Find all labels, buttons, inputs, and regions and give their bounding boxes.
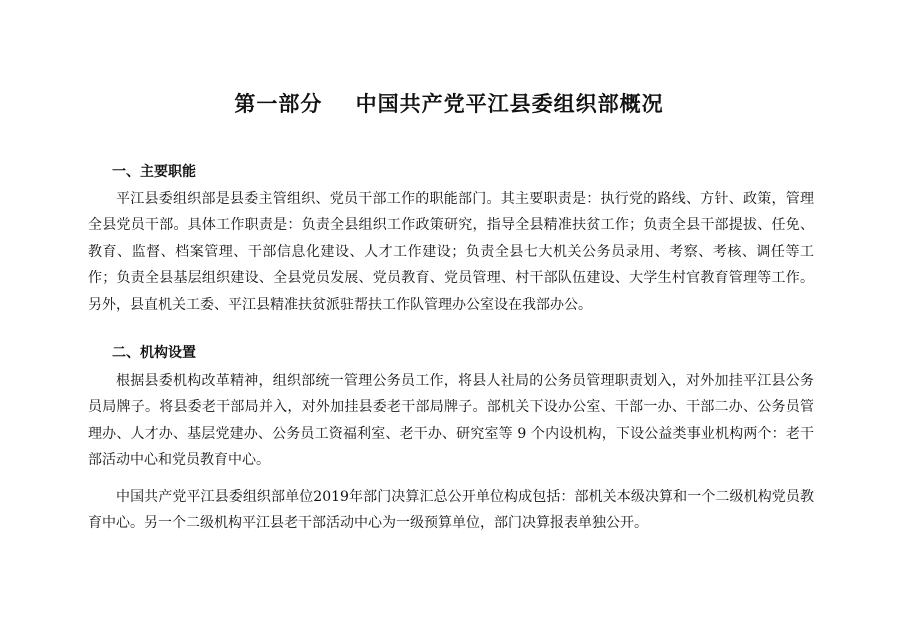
section-heading-organization: 二、机构设置 [112,345,196,361]
paragraph-organization: 根据县委机构改革精神，组织部统一管理公务员工作，将县人社局的公务员管理职责划入，对外加挂平江县公务员局牌子。将县委老干部局并入，对外加挂县委老干部局牌子。部机关下设办公室、干部一办、干部二办、公务员管理办、人才办、基层党建办、公务员工资福利室、老干办、研究室等 9 个内设机构，下设公益类事业机构两个：老干部活动中心和党员教育中心。 [88,373,814,469]
section-heading-main-functions: 一、主要职能 [112,164,196,180]
page-title: 第一部分 中国共产党平江县委组织部概况 [234,92,664,116]
paragraph-main-functions: 平江县委组织部是县委主管组织、党员干部工作的职能部门。其主要职责是：执行党的路线、方针、政策，管理全县党员干部。具体工作职责是：负责全县组织工作政策研究，指导全县精准扶贫工作；负责全县干部提拔、任免、教育、监督、档案管理、干部信息化建设、人才工作建设；负责全县七大机关公务员录用、考察、考核、调任等工作；负责全县基层组织建设、全县党员发展、党员教育、党员管理、村干部队伍建设、大学生村官教育管理等工作。另外，县直机关工委、平江县精准扶贫派驻帮扶工作队管理办公室设在我部办公。 [88,191,814,313]
paragraph-budget-units: 中国共产党平江县委组织部单位2019年部门决算汇总公开单位构成包括：部机关本级决算和一个二级机构党员教育中心。另一个二级机构平江县老干部活动中心为一级预算单位，部门决算报表单独公开。 [88,489,814,532]
